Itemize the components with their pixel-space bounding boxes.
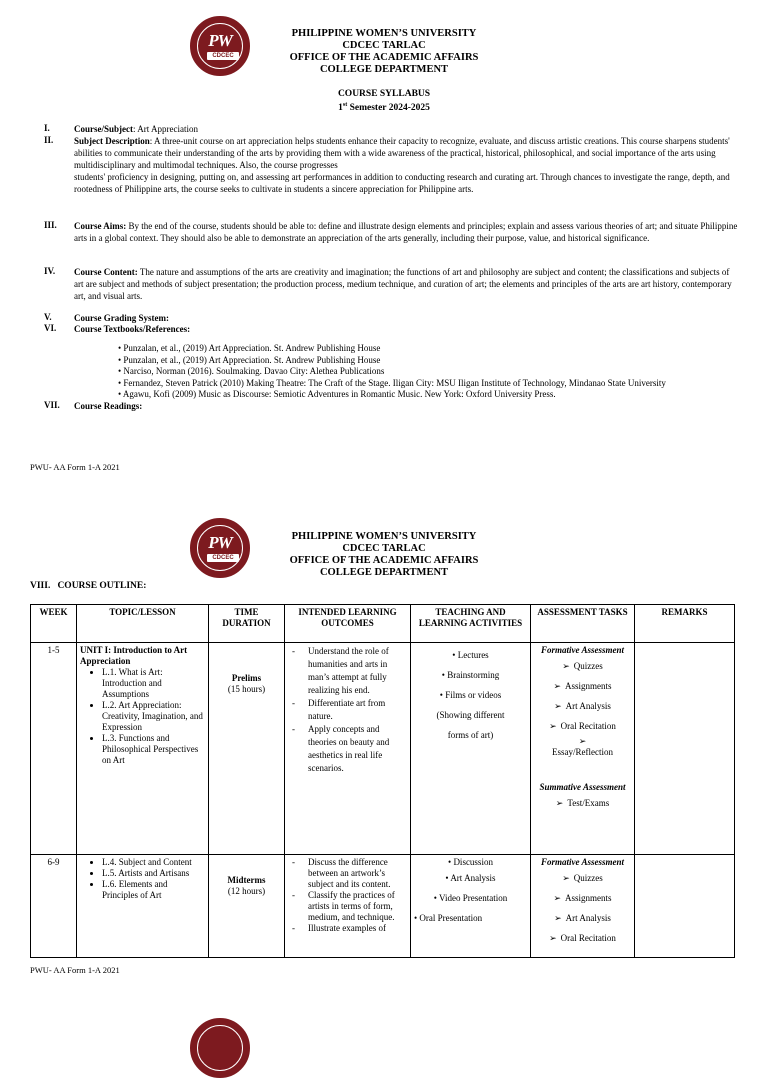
outcome-item: - Understand the role of humanities and arts in man’s attempt at fully realizing his end. xyxy=(308,645,407,697)
section-course-aims xyxy=(74,220,738,244)
assessment-item: ➢ Test/Exams xyxy=(534,793,631,813)
activity-item: • Art Analysis xyxy=(445,873,496,883)
reference-item: • Fernandez, Steven Patrick (2010) Making Theatre: The Craft of the Stage. Iligan City: MSU Iligan Institute of Technology, Mindanao State University xyxy=(118,377,666,388)
office-name: OFFICE OF THE ACADEMIC AFFAIRS xyxy=(289,52,479,63)
assessment-arrow-icon: ➢ xyxy=(578,736,587,746)
topic-item: • L.2. Art Appreciation: Creativity, Imagination, and Expression xyxy=(102,700,205,733)
term-label: Prelims xyxy=(231,673,262,683)
activity-item: • Films or videos xyxy=(439,690,502,700)
remarks-cell xyxy=(635,643,735,855)
hours-label: (15 hours) xyxy=(227,684,266,694)
section-label: Course Grading System: xyxy=(74,313,169,323)
unit-title: UNIT I: Introduction to Art Appreciation xyxy=(80,645,188,666)
reference-item: • Punzalan, et al., (2019) Art Appreciation. St. Andrew Publishing House xyxy=(118,343,381,353)
activity-item: • Lectures xyxy=(452,650,489,660)
assessment-item: ➢ Quizzes xyxy=(534,868,631,888)
page2-footer: PWU- AA Form 1-A 2021 xyxy=(30,965,120,975)
university-logo xyxy=(190,16,250,76)
course-outline-table xyxy=(30,604,735,958)
semester-label: 1st Semester 2024-2025 xyxy=(338,102,430,114)
outcomes-cell xyxy=(285,643,411,855)
section-course-readings xyxy=(74,400,738,412)
section-num-6: VI. xyxy=(44,323,57,333)
activities-cell xyxy=(411,643,531,855)
remarks-cell xyxy=(635,855,735,958)
assessment-item: ➢ Quizzes xyxy=(534,656,631,676)
assessment-cell xyxy=(531,643,635,855)
section-label: Course/Subject xyxy=(74,124,133,134)
assessment-item: ➢ Oral Recitation xyxy=(534,928,631,948)
course-outline-title: VIII. COURSE OUTLINE: xyxy=(30,581,147,591)
outcome-item: - Apply concepts and theories on beauty and aesthetics in real life scenarios. xyxy=(308,723,407,775)
col-header-topic: TOPIC/LESSON xyxy=(77,605,209,643)
activity-note: (Showing different forms of art) xyxy=(436,710,505,740)
section-num-5: V. xyxy=(44,312,52,322)
assessment-cell xyxy=(531,855,635,958)
logo-ring xyxy=(197,1025,243,1071)
topic-item: • L.4. Subject and Content xyxy=(102,857,205,868)
activity-item: • Discussion xyxy=(448,857,493,867)
col-header-remarks: REMARKS xyxy=(635,605,735,643)
hours-label: (12 hours) xyxy=(227,886,266,896)
summative-label: Summative Assessment xyxy=(539,782,626,792)
assessment-item: ➢ Assignments xyxy=(534,888,631,908)
section-num-3: III. xyxy=(44,220,57,230)
outcome-item: - Differentiate art from nature. xyxy=(308,697,407,723)
department-name: COLLEGE DEPARTMENT xyxy=(319,567,449,578)
formative-label: Formative Assessment xyxy=(541,645,624,655)
document-title: COURSE SYLLABUS xyxy=(337,89,431,99)
department-name: COLLEGE DEPARTMENT xyxy=(319,64,449,75)
term-label: Midterms xyxy=(227,875,266,885)
section-num-1: I. xyxy=(44,123,50,133)
assessment-item: Essay/Reflection xyxy=(552,747,613,757)
outcomes-cell xyxy=(285,855,411,958)
activity-item: • Video Presentation xyxy=(433,893,508,903)
section-num-4: IV. xyxy=(44,266,56,276)
section-text: : Art Appreciation xyxy=(133,124,198,134)
col-header-assessment: ASSESSMENT TASKS xyxy=(531,605,635,643)
office-name: OFFICE OF THE ACADEMIC AFFAIRS xyxy=(289,555,479,566)
reference-item: • Narciso, Norman (2016). Soulmaking. Davao City: Alethea Publications xyxy=(118,366,385,376)
outcome-item: - Illustrate examples of xyxy=(308,923,407,934)
assessment-item: ➢ Assignments xyxy=(534,676,631,696)
topic-item: • L.5. Artists and Artisans xyxy=(102,868,205,879)
assessment-item: ➢ Oral Recitation xyxy=(534,716,631,736)
page2-header xyxy=(270,531,498,579)
page1-footer: PWU- AA Form 1-A 2021 xyxy=(30,462,120,472)
syllabus-title-block xyxy=(270,89,498,114)
table-row xyxy=(31,855,735,958)
section-text: : A three-unit course on art appreciation helps students enhance their capacity to recognize, evaluate, and discuss artistic creations. This course sharpens students' abilities to communicate their understanding of the arts by providing them with a wide awareness of the practical, historical, philosophical, and social importance of the arts using multidisciplinary and multimodal techniques. Also, the course progresses xyxy=(74,136,730,170)
university-name: PHILIPPINE WOMEN’S UNIVERSITY xyxy=(291,531,477,542)
section-label: Course Content: xyxy=(74,267,138,277)
section-text: The nature and assumptions of the arts are creativity and imagination; the functions of art and philosophy are subject and content; the classifications and subjects of art are subject and methods of subject presentation; the production process, medium technique, and curation of art; the elements and principles of the arts are art history, contemporary art, and visual arts. xyxy=(74,267,732,301)
section-textbooks xyxy=(74,323,738,335)
section-label: Course Textbooks/References: xyxy=(74,324,191,334)
university-logo xyxy=(190,1018,250,1078)
logo-subtext: CDCEC xyxy=(207,52,239,60)
section-course-subject xyxy=(74,123,738,135)
university-name: PHILIPPINE WOMEN’S UNIVERSITY xyxy=(291,28,477,39)
topic-item: • L.3. Functions and Philosophical Perspectives on Art xyxy=(102,733,205,766)
university-logo xyxy=(190,518,250,578)
assessment-item: ➢ Art Analysis xyxy=(534,696,631,716)
topic-cell xyxy=(77,643,209,855)
col-header-week: WEEK xyxy=(31,605,77,643)
section-num-2: II. xyxy=(44,135,54,145)
activity-item: • Oral Presentation xyxy=(414,913,483,923)
section-label: Course Aims: xyxy=(74,221,127,231)
campus-name: CDCEC TARLAC xyxy=(342,40,426,51)
week-cell: 1-5 xyxy=(31,643,77,855)
activity-item: • Brainstorming xyxy=(441,670,500,680)
formative-label: Formative Assessment xyxy=(541,857,624,867)
col-header-activities: TEACHING AND LEARNING ACTIVITIES xyxy=(411,605,531,643)
page1-header xyxy=(270,28,498,76)
section-subject-description xyxy=(74,135,738,195)
time-cell xyxy=(209,643,285,855)
section-text-continued: students' proficiency in designing, putting on, and assessing art performances in addition to conducting research and curating art. Through chances to investigate the range, depth, and rootedness of Philippine arts, the course seeks to cultivate in students a sincere appreciation for Philippine arts. xyxy=(74,172,730,194)
section-num-7: VII. xyxy=(44,400,60,410)
topic-cell xyxy=(77,855,209,958)
outcome-item: - Discuss the difference between an artwork’s subject and its content. xyxy=(308,857,407,890)
logo-monogram: PW xyxy=(208,31,232,50)
reference-item: • Punzalan, et al., (2019) Art Appreciation. St. Andrew Publishing House xyxy=(118,354,381,365)
logo-monogram: PW xyxy=(208,533,232,552)
table-header-row xyxy=(31,605,735,643)
reference-list xyxy=(118,343,666,401)
col-header-time: TIME DURATION xyxy=(209,605,285,643)
week-cell: 6-9 xyxy=(31,855,77,958)
section-text: By the end of the course, students should be able to: define and illustrate design elements and principles; explain and assess various theories of art; and situate Philippine arts in a global context. They should also be able to demonstrate an appreciation of the arts generally, including their purpose, value, and historical significance. xyxy=(74,221,738,243)
section-label: Subject Description xyxy=(74,136,150,146)
reference-item: • Agawu, Kofi (2009) Music as Discourse: Semiotic Adventures in Romantic Music. New York: Oxford University Press. xyxy=(118,389,556,399)
topic-item: • L.1. What is Art: Introduction and Assumptions xyxy=(102,667,205,700)
table-row xyxy=(31,643,735,855)
activities-cell xyxy=(411,855,531,958)
campus-name: CDCEC TARLAC xyxy=(342,543,426,554)
col-header-outcomes: INTENDED LEARNING OUTCOMES xyxy=(285,605,411,643)
logo-subtext: CDCEC xyxy=(207,554,239,562)
outcome-item: - Classify the practices of artists in terms of form, medium, and technique. xyxy=(308,890,407,923)
time-cell xyxy=(209,855,285,958)
topic-item: • L.6. Elements and Principles of Art xyxy=(102,879,205,901)
section-label: Course Readings: xyxy=(74,401,143,411)
section-course-content xyxy=(74,266,738,302)
assessment-item: ➢ Art Analysis xyxy=(534,908,631,928)
